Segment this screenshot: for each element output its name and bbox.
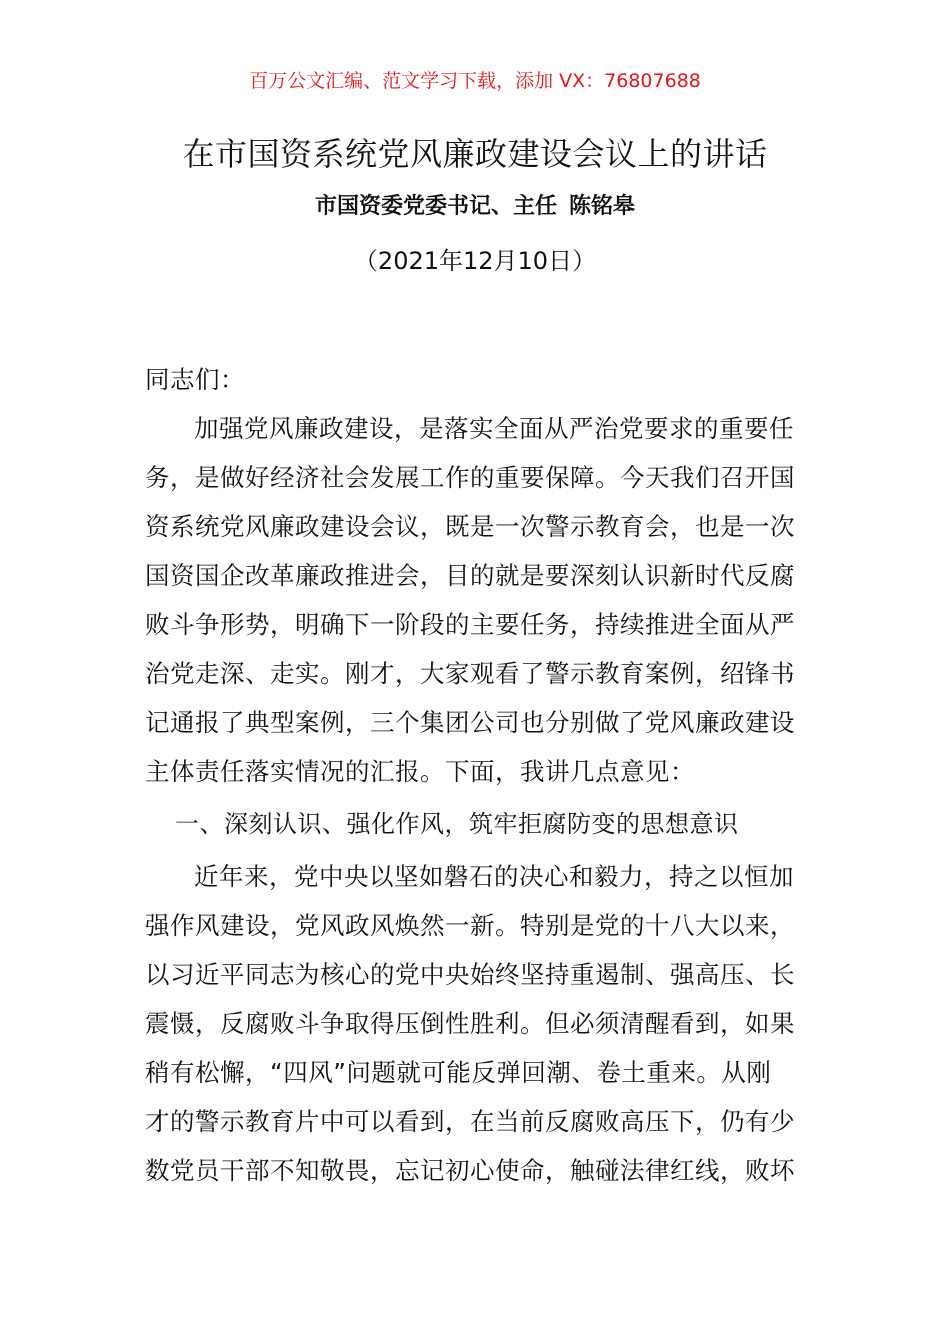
paragraph-line: 国资国企改革廉政推进会，目的就是要深刻认识新时代反腐	[145, 561, 795, 590]
section-heading: 一、深刻认识、强化作风，筑牢拒腐防变的思想意识	[175, 810, 739, 838]
paragraph-line: 稍有松懈，“四风”问题就可能反弹回潮、卷土重来。从刚	[145, 1058, 772, 1087]
paragraph-line: 治党走深、走实。刚才，大家观看了警示教育案例，绍锋书	[145, 659, 795, 688]
paragraph-line: 加强党风廉政建设，是落实全面从严治党要求的重要任	[194, 414, 794, 443]
author-line	[0, 191, 950, 223]
paragraph-line: 近年来，党中央以坚如磐石的决心和毅力，持之以恒加	[194, 862, 794, 891]
document-body	[145, 355, 807, 1195]
paragraph-2	[145, 852, 807, 1195]
paragraph-line: 主体责任落实情况的汇报。下面，我讲几点意见：	[145, 757, 695, 786]
author-name: 陈铭皋	[569, 194, 636, 219]
paragraph-line: 记通报了典型案例，三个集团公司也分别做了党风廉政建设	[145, 708, 795, 737]
paragraph-line: 败斗争形势，明确下一阶段的主要任务，持续推进全面从严	[145, 610, 795, 639]
salutation: 同志们：	[145, 365, 245, 394]
paragraph-line: 务，是做好经济社会发展工作的重要保障。今天我们召开国	[145, 463, 795, 492]
author-role: 市国资委党委书记、主任	[314, 194, 557, 219]
paragraph-1	[145, 404, 807, 796]
paragraph-line: 震慑，反腐败斗争取得压倒性胜利。但必须清醒看到，如果	[145, 1009, 795, 1038]
paragraph-line: 强作风建设，党风政风焕然一新。特别是党的十八大以来，	[145, 911, 795, 940]
speech-date: （2021年12月10日）	[353, 247, 597, 275]
paragraph-line: 才的警示教育片中可以看到，在当前反腐败高压下，仍有少	[145, 1107, 795, 1136]
paragraph-line: 以习近平同志为核心的党中央始终坚持重遏制、强高压、长	[145, 960, 795, 989]
paragraph-line: 数党员干部不知敬畏，忘记初心使命，触碰法律红线，败坏	[145, 1156, 795, 1185]
paragraph-line: 资系统党风廉政建设会议，既是一次警示教育会，也是一次	[145, 512, 795, 541]
document-title: 在市国资系统党风廉政建设会议上的讲话	[182, 135, 768, 173]
watermark-banner: 百万公文汇编、范文学习下载，添加 VX：76807688	[249, 70, 701, 92]
